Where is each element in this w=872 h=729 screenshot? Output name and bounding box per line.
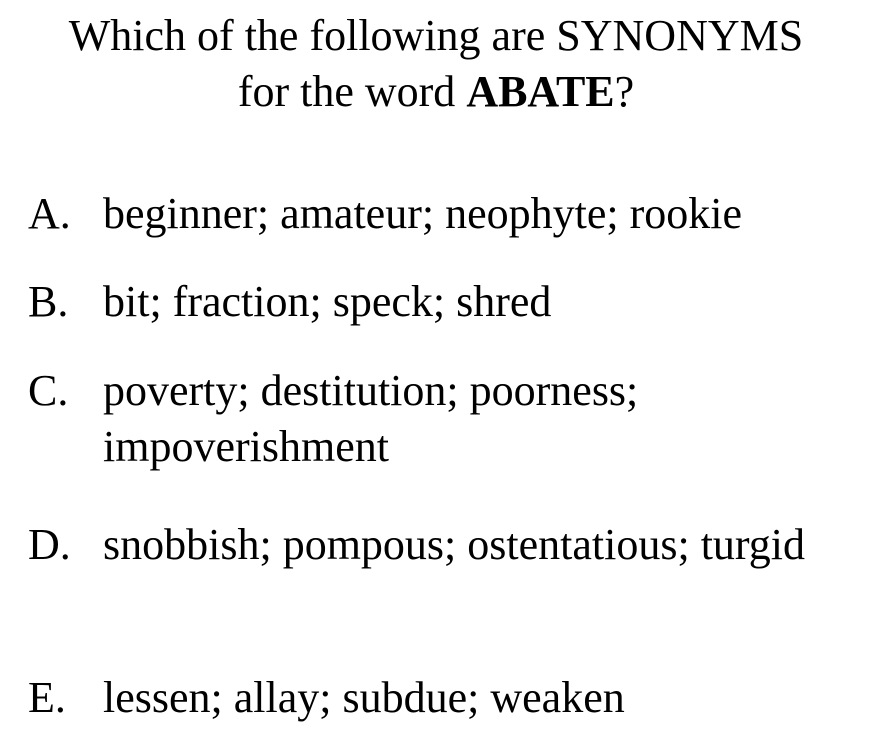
- question-keyword: ABATE: [466, 67, 615, 116]
- option-b-letter: B.: [28, 277, 69, 326]
- option-e-text: lessen; allay; subdue; weaken: [103, 673, 625, 722]
- question-suffix: ?: [614, 67, 635, 116]
- option-a-text: beginner; amateur; neophyte; rookie: [103, 189, 742, 238]
- question-prefix: for the word: [237, 67, 467, 116]
- option-e-letter: E.: [28, 673, 66, 722]
- option-d-text: snobbish; pompous; ostentatious; turgid: [103, 520, 806, 569]
- option-a-letter: A.: [28, 189, 71, 238]
- option-c-text: poverty; destitution; poorness; impoverishment: [103, 366, 639, 471]
- option-b-text: bit; fraction; speck; shred: [103, 277, 552, 326]
- question-line-1: Which of the following are SYNONYMS: [68, 11, 804, 60]
- option-d-letter: D.: [28, 520, 71, 569]
- option-c-letter: C.: [28, 366, 69, 415]
